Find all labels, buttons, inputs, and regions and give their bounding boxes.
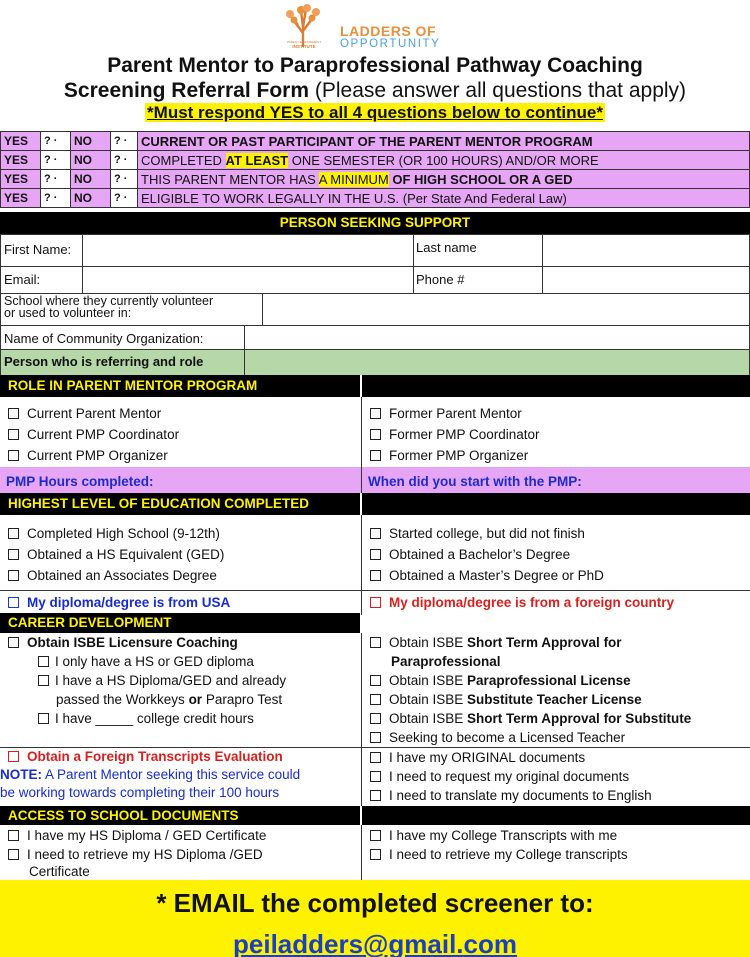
checkbox[interactable] xyxy=(8,830,19,841)
question-text: ELIGIBLE TO WORK LEGALLY IN THE U.S. (Per State And Federal Law) xyxy=(138,189,750,208)
yes-option[interactable]: YES xyxy=(1,151,41,170)
access-header-right xyxy=(362,806,750,825)
email-input[interactable] xyxy=(83,267,413,293)
no-select[interactable]: ? · xyxy=(111,151,138,170)
organization-input[interactable] xyxy=(245,326,749,349)
role-option[interactable]: Former Parent Mentor xyxy=(370,403,540,424)
checkbox[interactable] xyxy=(8,549,19,560)
access-left xyxy=(8,826,266,879)
logo-text xyxy=(340,25,440,51)
career-sub-option[interactable]: I have a HS Diploma/GED and already xyxy=(8,671,286,690)
yes-select[interactable]: ? · xyxy=(41,170,71,189)
email-footer xyxy=(0,880,750,957)
person-section-header: PERSON SEEKING SUPPORT xyxy=(0,212,750,234)
role-option[interactable]: Former PMP Organizer xyxy=(370,445,540,466)
school-input[interactable] xyxy=(263,294,749,325)
pmp-start-label[interactable]: When did you start with the PMP: xyxy=(368,474,582,489)
document-option[interactable]: I need to request my original documents xyxy=(370,767,652,786)
question-row xyxy=(1,189,750,208)
checkbox[interactable] xyxy=(370,675,381,686)
checkbox[interactable] xyxy=(370,771,381,782)
question-row xyxy=(1,132,750,151)
checkbox[interactable] xyxy=(8,570,19,581)
education-option[interactable]: Obtained an Associates Degree xyxy=(8,565,224,586)
role-option[interactable]: Former PMP Coordinator xyxy=(370,424,540,445)
referrer-label: Person who is referring and role xyxy=(4,354,204,369)
organization-label: Name of Community Organization: xyxy=(4,331,204,346)
checkbox[interactable] xyxy=(8,751,19,762)
question-row xyxy=(1,151,750,170)
email-label: Email: xyxy=(4,272,41,287)
last-name-label: Last name xyxy=(416,240,477,255)
access-option[interactable]: I have my HS Diploma / GED Certificate xyxy=(8,826,266,845)
note-text: NOTE: A Parent Mentor seeking this service could xyxy=(0,767,301,782)
first-name-input[interactable] xyxy=(83,235,413,266)
no-option[interactable]: NO xyxy=(71,189,111,208)
logo-line2: OPPORTUNITY xyxy=(340,38,441,50)
checkbox[interactable] xyxy=(8,450,19,461)
education-option[interactable]: Obtained a Bachelor’s Degree xyxy=(370,544,604,565)
question-row xyxy=(1,170,750,189)
no-option[interactable]: NO xyxy=(71,151,111,170)
document-option[interactable]: I need to translate my documents to English xyxy=(370,786,652,805)
checkbox[interactable] xyxy=(370,597,381,608)
yes-option[interactable]: YES xyxy=(1,132,41,151)
education-option[interactable]: Started college, but did not finish xyxy=(370,523,604,544)
question-text: THIS PARENT MENTOR HAS A MINIMUM OF HIGH SCHOOL OR A GED xyxy=(138,170,750,189)
education-option[interactable]: Obtained a Master’s Degree or PhD xyxy=(370,565,604,586)
last-name-input[interactable] xyxy=(543,235,749,266)
referrer-input[interactable] xyxy=(245,350,749,375)
access-option[interactable]: I have my College Transcripts with me xyxy=(370,826,628,845)
role-option[interactable]: Current Parent Mentor xyxy=(8,403,179,424)
checkbox[interactable] xyxy=(370,790,381,801)
checkbox[interactable] xyxy=(370,450,381,461)
role-option[interactable]: Current PMP Organizer xyxy=(8,445,179,466)
no-select[interactable]: ? · xyxy=(111,170,138,189)
career-option[interactable]: Obtain ISBE Short Term Approval for Substitute xyxy=(370,709,691,728)
education-left-options xyxy=(8,523,224,586)
email-link[interactable]: peiladders@gmail.com xyxy=(233,929,517,957)
foreign-transcripts-option[interactable]: Obtain a Foreign Transcripts Evaluation xyxy=(0,748,300,766)
career-option-cont: Paraprofessional xyxy=(391,654,501,669)
document-option[interactable]: I have my ORIGINAL documents xyxy=(370,748,652,767)
no-select[interactable]: ? · xyxy=(111,189,138,208)
question-text: CURRENT OR PAST PARTICIPANT OF THE PARENT MENTOR PROGRAM xyxy=(138,132,750,151)
checkbox[interactable] xyxy=(38,675,49,686)
title-line2: Screening Referral Form (Please answer all questions that apply) xyxy=(63,79,687,102)
checkbox[interactable] xyxy=(370,732,381,743)
title-line1: Parent Mentor to Paraprofessional Pathway Coaching xyxy=(107,54,643,77)
career-section-header: CAREER DEVELOPMENT xyxy=(0,613,360,633)
checkbox[interactable] xyxy=(370,528,381,539)
career-option[interactable]: Seeking to become a Licensed Teacher xyxy=(370,728,691,747)
education-right-options xyxy=(370,523,604,586)
role-section-header: ROLE IN PARENT MENTOR PROGRAM xyxy=(0,375,360,397)
role-header-right xyxy=(362,375,750,397)
no-option[interactable]: NO xyxy=(71,132,111,151)
yes-select[interactable]: ? · xyxy=(41,151,71,170)
no-select[interactable]: ? · xyxy=(111,132,138,151)
diploma-foreign-option[interactable]: My diploma/degree is from a foreign country xyxy=(370,592,674,613)
diploma-usa-option[interactable]: My diploma/degree is from USA xyxy=(8,592,230,613)
checkbox[interactable] xyxy=(38,713,49,724)
person-fields xyxy=(0,234,750,375)
email-instruction: * EMAIL the completed screener to: xyxy=(156,888,594,918)
career-sub-option-cont: passed the Workkeys or Parapro Test xyxy=(56,692,283,707)
page-title xyxy=(0,53,750,103)
checkbox[interactable] xyxy=(370,830,381,841)
role-option[interactable]: Current PMP Coordinator xyxy=(8,424,179,445)
checkbox[interactable] xyxy=(8,408,19,419)
foreign-transcripts xyxy=(0,748,300,802)
career-option[interactable]: Obtain ISBE Paraprofessional License xyxy=(370,671,691,690)
logo-line1: LADDERS OF xyxy=(340,23,436,39)
career-header-right xyxy=(362,613,750,633)
career-right xyxy=(370,633,691,747)
phone-label: Phone # xyxy=(416,272,465,287)
checkbox[interactable] xyxy=(38,656,49,667)
logo xyxy=(276,3,476,49)
yes-option[interactable]: YES xyxy=(1,189,41,208)
checkbox[interactable] xyxy=(370,549,381,560)
document-options xyxy=(370,748,652,805)
education-option[interactable]: Obtained a HS Equivalent (GED) xyxy=(8,544,224,565)
checkbox[interactable] xyxy=(8,429,19,440)
role-left-options xyxy=(8,403,179,466)
career-option[interactable]: Obtain ISBE Substitute Teacher License xyxy=(370,690,691,709)
career-sub-option[interactable]: I have _____ college credit hours xyxy=(8,709,286,728)
logo-small2: INSTITUTE xyxy=(292,44,316,49)
isbe-coaching-option[interactable]: Obtain ISBE Licensure Coaching xyxy=(8,633,286,652)
access-right xyxy=(370,826,628,864)
education-header-right xyxy=(362,493,750,515)
checkbox[interactable] xyxy=(8,597,19,608)
checkbox[interactable] xyxy=(370,849,381,860)
checkbox[interactable] xyxy=(370,429,381,440)
phone-input[interactable] xyxy=(543,267,749,293)
note-text-cont: be working towards completing their 100 hours xyxy=(0,785,280,800)
access-section-header: ACCESS TO SCHOOL DOCUMENTS xyxy=(0,806,360,825)
role-right-options xyxy=(370,403,540,466)
checkbox[interactable] xyxy=(370,637,381,648)
checkbox[interactable] xyxy=(370,408,381,419)
yes-option[interactable]: YES xyxy=(1,170,41,189)
career-sub-option[interactable]: I only have a HS or GED diploma xyxy=(8,652,286,671)
checkbox[interactable] xyxy=(8,849,19,860)
checkbox[interactable] xyxy=(370,694,381,705)
education-section-header: HIGHEST LEVEL OF EDUCATION COMPLETED xyxy=(0,493,360,515)
yes-select[interactable]: ? · xyxy=(41,132,71,151)
access-option-cont: Certificate xyxy=(29,864,90,879)
logo-small1: PARENT ENGAGEMENT xyxy=(286,40,322,44)
yes-select[interactable]: ? · xyxy=(41,189,71,208)
access-option[interactable]: I need to retrieve my HS Diploma /GED xyxy=(8,845,266,864)
education-option[interactable]: Completed High School (9-12th) xyxy=(8,523,224,544)
school-label: School where they currently volunteer or used to volunteer in: xyxy=(4,294,214,320)
access-option[interactable]: I need to retrieve my College transcripts xyxy=(370,845,628,864)
career-option[interactable]: Obtain ISBE Short Term Approval for xyxy=(370,633,691,652)
first-name-label: First Name: xyxy=(4,242,72,257)
eligibility-questions xyxy=(0,131,750,208)
checkbox[interactable] xyxy=(370,752,381,763)
question-text: COMPLETED AT LEAST ONE SEMESTER (OR 100 HOURS) AND/OR MORE xyxy=(138,151,750,170)
pmp-hours-label[interactable]: PMP Hours completed: xyxy=(6,474,154,489)
checkbox[interactable] xyxy=(370,570,381,581)
checkbox[interactable] xyxy=(8,528,19,539)
must-respond-notice: *Must respond YES to all 4 questions below to continue* xyxy=(147,103,603,122)
checkbox[interactable] xyxy=(370,713,381,724)
tree-logo-icon xyxy=(276,3,332,49)
checkbox[interactable] xyxy=(8,637,19,648)
no-option[interactable]: NO xyxy=(71,170,111,189)
career-left xyxy=(8,633,286,728)
